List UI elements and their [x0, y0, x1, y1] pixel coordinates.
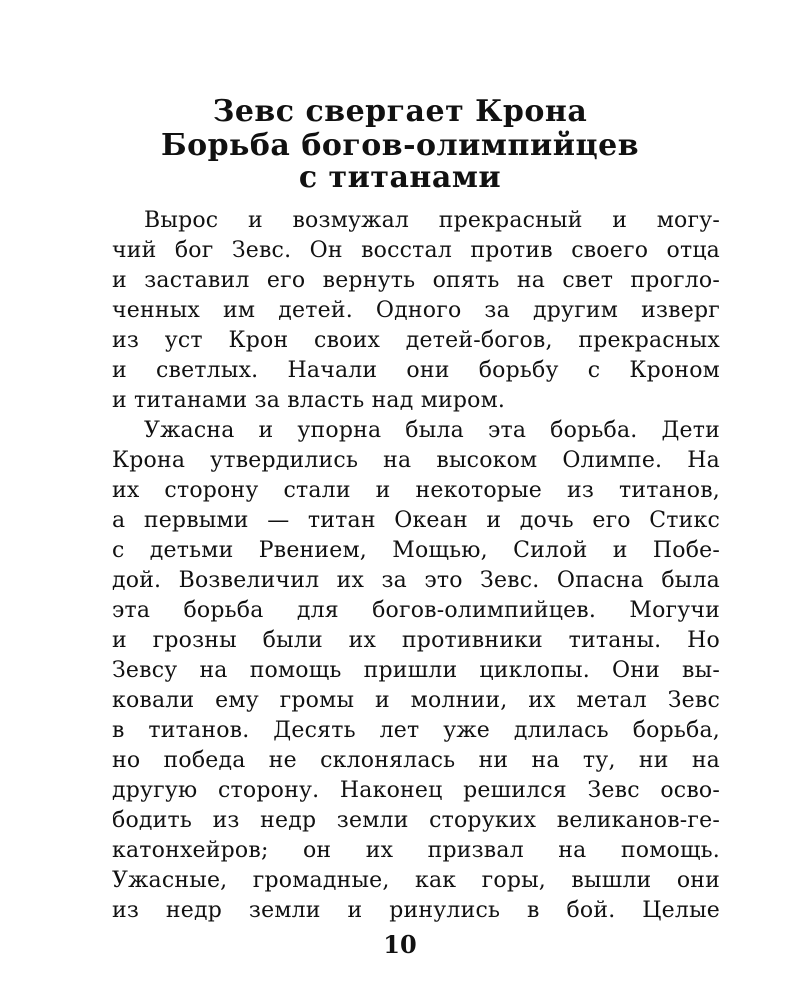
- paragraph-1-line: и титанами за власть над миром.: [112, 388, 506, 413]
- paragraph-1-line: и заставил его вернуть опять на свет прогло-: [112, 268, 720, 293]
- paragraph-2-line: Зевсу на помощь пришли циклопы. Они вы-: [112, 658, 720, 683]
- paragraph-1-line: Вырос и возмужал прекрасный и могу-: [144, 208, 720, 233]
- page-number: 10: [383, 930, 417, 959]
- paragraph-2-line: дой. Возвеличил их за это Зевс. Опасна была: [112, 568, 720, 593]
- paragraph-2-line: Ужасные, громадные, как горы, вышли они: [112, 868, 720, 893]
- paragraph-1-line: ченных им детей. Одного за другим изверг: [112, 298, 720, 323]
- chapter-title-line-2: Борьба богов-олимпийцев: [160, 128, 640, 163]
- paragraph-2-line: а первыми — титан Океан и дочь его Стикс: [112, 508, 720, 533]
- paragraph-2-line: их сторону стали и некоторые из титанов,: [112, 478, 720, 503]
- paragraph-1-line: чий бог Зевс. Он восстал против своего отца: [112, 238, 720, 263]
- paragraph-2-line: катонхейров; он их призвал на помощь.: [112, 838, 720, 863]
- paragraph-2-line: бодить из недр земли сторуких великанов-ге-: [112, 808, 720, 833]
- paragraph-1-line: и светлых. Начали они борьбу с Кроном: [112, 358, 720, 383]
- paragraph-1-line: из уст Крон своих детей-богов, прекрасных: [112, 328, 720, 353]
- paragraph-2-line: Ужасна и упорна была эта борьба. Дети: [144, 418, 720, 443]
- paragraph-2-line: с детьми Рвением, Мощью, Силой и Побе-: [112, 538, 720, 563]
- paragraph-2-line: в титанов. Десять лет уже длилась борьба,: [112, 718, 720, 743]
- paragraph-2-line: и грозны были их противники титаны. Но: [112, 628, 720, 653]
- paragraph-2-line: из недр земли и ринулись в бой. Целые: [112, 898, 720, 923]
- paragraph-2-line: ковали ему громы и молнии, их метал Зевс: [112, 688, 720, 713]
- paragraph-2-line: Крона утвердились на высоком Олимпе. На: [112, 448, 720, 473]
- paragraph-2-line: эта борьба для богов-олимпийцев. Могучи: [112, 598, 720, 623]
- paragraph-2-line: другую сторону. Наконец решился Зевс осво-: [112, 778, 720, 803]
- chapter-title-line-3: с титанами: [298, 160, 502, 195]
- chapter-title-line-1: Зевс свергает Крона: [212, 94, 588, 129]
- paragraph-2-line: но победа не склонялась ни на ту, ни на: [112, 748, 720, 773]
